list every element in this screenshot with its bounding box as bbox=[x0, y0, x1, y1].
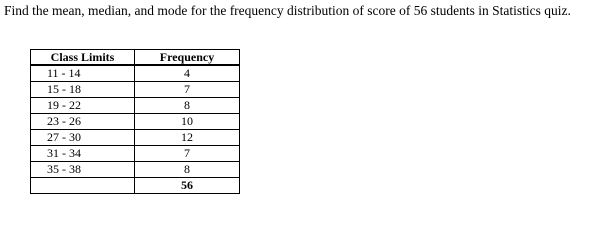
table-row bbox=[31, 82, 240, 98]
table-row bbox=[31, 162, 240, 178]
class-limit-cell: 35 - 38 bbox=[31, 162, 135, 178]
class-limit-cell: 23 - 26 bbox=[31, 114, 135, 130]
table-row bbox=[31, 114, 240, 130]
class-limit-cell: 27 - 30 bbox=[31, 130, 135, 146]
total-label-cell bbox=[31, 178, 135, 194]
class-limit-cell: 31 - 34 bbox=[31, 146, 135, 162]
table-row bbox=[31, 98, 240, 114]
frequency-cell: 7 bbox=[135, 146, 240, 162]
table-row bbox=[31, 146, 240, 162]
frequency-cell: 12 bbox=[135, 130, 240, 146]
total-row bbox=[31, 178, 240, 194]
question-text: Find the mean, median, and mode for the frequency distribution of score of 56 students in Statistics quiz. bbox=[4, 3, 571, 18]
table-row bbox=[31, 130, 240, 146]
header-frequency: Frequency bbox=[135, 50, 240, 66]
header-class-limits: Class Limits bbox=[31, 50, 135, 66]
class-limit-cell: 19 - 22 bbox=[31, 98, 135, 114]
table-header-row bbox=[31, 50, 240, 66]
frequency-cell: 8 bbox=[135, 98, 240, 114]
total-frequency-cell: 56 bbox=[135, 178, 240, 194]
class-limit-cell: 15 - 18 bbox=[31, 82, 135, 98]
frequency-cell: 4 bbox=[135, 65, 240, 82]
frequency-cell: 10 bbox=[135, 114, 240, 130]
class-limit-cell: 11 - 14 bbox=[31, 65, 135, 82]
frequency-table bbox=[30, 49, 240, 194]
frequency-cell: 7 bbox=[135, 82, 240, 98]
frequency-cell: 8 bbox=[135, 162, 240, 178]
table-row bbox=[31, 65, 240, 82]
